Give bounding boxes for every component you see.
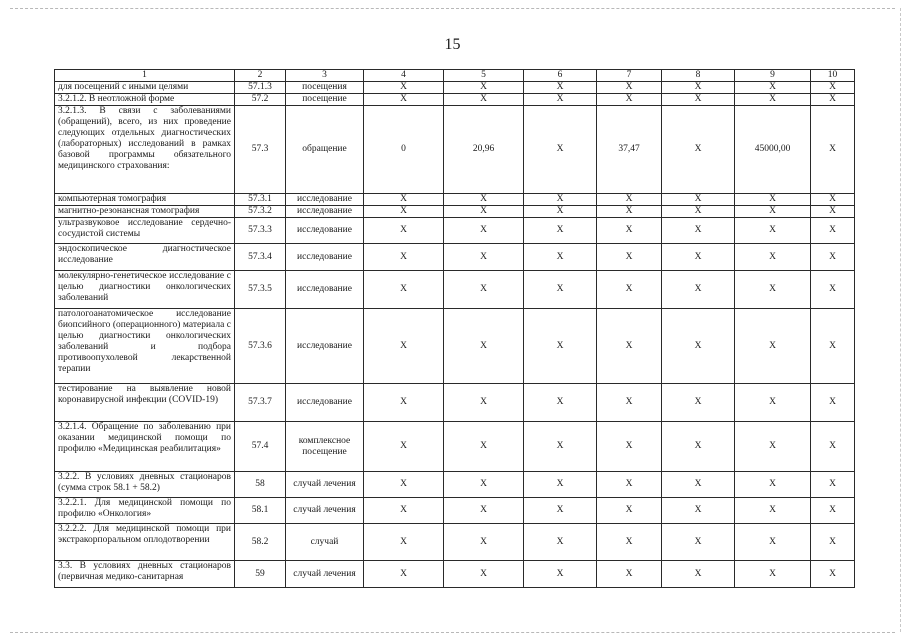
header-cell: 3 [286,70,364,82]
row-value: X [444,206,524,218]
row-value: X [735,498,811,524]
row-value: X [524,472,597,498]
row-value: X [444,472,524,498]
row-name: 3.2.1.3. В связи с заболеваниями (обращений), всего, из них проведение следующих отдельных диагностических (лабораторных) исследований в рамках базовой программы обязательного медицинского страхования: [55,106,235,194]
table-row [55,194,855,206]
table-row [55,524,855,561]
scan-top-edge [10,8,895,9]
row-name: 3.2.2.1. Для медицинской помощи по профилю «Онкология» [55,498,235,524]
row-value: X [811,422,855,472]
row-code: 57.3.7 [235,384,286,422]
row-unit: исследование [286,244,364,271]
row-value: X [364,94,444,106]
row-value: 20,96 [444,106,524,194]
row-value: X [597,194,662,206]
row-unit: случай лечения [286,561,364,588]
row-value: X [811,472,855,498]
row-value: X [444,244,524,271]
row-value: X [662,94,735,106]
scan-bottom-edge [10,632,895,633]
row-name: 3.2.2. В условиях дневных стационаров (сумма строк 58.1 + 58.2) [55,472,235,498]
row-code: 58 [235,472,286,498]
row-value: X [735,271,811,309]
row-value: X [524,218,597,244]
row-value: X [597,206,662,218]
row-value: X [597,271,662,309]
row-value: X [662,271,735,309]
table-row [55,309,855,384]
row-value: X [444,218,524,244]
page-number: 15 [444,36,461,53]
row-value: X [444,82,524,94]
table-row [55,384,855,422]
row-value: X [811,82,855,94]
row-value: X [444,524,524,561]
row-value: X [735,309,811,384]
row-value: X [444,309,524,384]
row-code: 57.2 [235,94,286,106]
row-value: X [364,206,444,218]
row-value: X [524,244,597,271]
header-cell: 1 [55,70,235,82]
row-value: X [524,271,597,309]
header-cell: 9 [735,70,811,82]
row-value: X [364,244,444,271]
table-row [55,498,855,524]
row-name: для посещений с иными целями [55,82,235,94]
row-value: X [364,271,444,309]
row-value: X [811,309,855,384]
row-value: X [811,218,855,244]
row-value: X [444,94,524,106]
row-code: 57.3.3 [235,218,286,244]
data-table [54,69,855,588]
row-value: X [735,422,811,472]
scan-right-edge [900,8,901,632]
row-value: X [524,498,597,524]
row-code: 57.3.1 [235,194,286,206]
row-value: X [811,384,855,422]
row-value: X [444,271,524,309]
row-value: X [735,472,811,498]
header-cell: 4 [364,70,444,82]
row-unit: посещения [286,82,364,94]
row-value: X [597,218,662,244]
row-value: X [811,206,855,218]
row-value: X [662,218,735,244]
row-unit: исследование [286,271,364,309]
row-value: X [364,82,444,94]
row-value: X [524,194,597,206]
row-unit: исследование [286,194,364,206]
row-value: X [662,82,735,94]
row-code: 57.3 [235,106,286,194]
row-value: X [735,218,811,244]
row-value: X [811,271,855,309]
row-value: X [662,422,735,472]
header-cell: 8 [662,70,735,82]
row-value: X [597,309,662,384]
row-value: X [524,106,597,194]
row-value: X [662,561,735,588]
header-cell: 5 [444,70,524,82]
row-code: 58.2 [235,524,286,561]
row-value: X [735,524,811,561]
row-value: X [735,206,811,218]
row-name: 3.2.1.4. Обращение по заболеванию при оказании медицинской помощи по профилю «Медицинская реабилитация» [55,422,235,472]
row-name: 3.2.2.2. Для медицинской помощи при экстракорпоральном оплодотворении [55,524,235,561]
row-value: 37,47 [597,106,662,194]
row-unit: исследование [286,206,364,218]
row-value: 0 [364,106,444,194]
row-name: 3.2.1.2. В неотложной форме [55,94,235,106]
row-name: магнитно-резонансная томография [55,206,235,218]
row-name: компьютерная томография [55,194,235,206]
row-value: X [364,384,444,422]
row-value: X [662,472,735,498]
header-cell: 7 [597,70,662,82]
row-unit: случай лечения [286,498,364,524]
row-value: X [597,384,662,422]
row-value: X [811,244,855,271]
row-value: X [735,244,811,271]
row-value: X [364,472,444,498]
table-row [55,206,855,218]
row-value: X [444,384,524,422]
row-value: X [735,194,811,206]
row-value: X [364,524,444,561]
row-value: X [364,218,444,244]
table-header-row [55,70,855,82]
table-row [55,218,855,244]
table-row [55,244,855,271]
row-value: X [444,194,524,206]
row-value: X [364,194,444,206]
row-unit: случай [286,524,364,561]
row-value: X [735,384,811,422]
row-name: молекулярно-генетическое исследование с целью диагностики онкологических заболеваний [55,271,235,309]
row-value: X [735,561,811,588]
table-row [55,422,855,472]
row-value: 45000,00 [735,106,811,194]
row-value: X [597,472,662,498]
row-unit: случай лечения [286,472,364,498]
table-row [55,94,855,106]
row-value: X [524,422,597,472]
row-unit: обращение [286,106,364,194]
row-value: X [444,561,524,588]
row-value: X [524,206,597,218]
row-value: X [811,498,855,524]
row-value: X [364,498,444,524]
row-value: X [597,561,662,588]
row-value: X [662,194,735,206]
row-unit: исследование [286,384,364,422]
row-value: X [364,422,444,472]
row-value: X [524,82,597,94]
row-value: X [735,94,811,106]
row-name: патологоанатомическое исследование биопсийного (операционного) материала с целью диагностики онкологических заболеваний и подбора противоопухолевой лекарственной терапии [55,309,235,384]
row-value: X [597,498,662,524]
row-value: X [597,422,662,472]
row-value: X [524,94,597,106]
row-unit: исследование [286,218,364,244]
table-row [55,271,855,309]
table-row [55,472,855,498]
row-name: 3.3. В условиях дневных стационаров (первичная медико-санитарная [55,561,235,588]
row-value: X [597,524,662,561]
header-cell: 2 [235,70,286,82]
row-unit: комплексное посещение [286,422,364,472]
row-code: 57.1.3 [235,82,286,94]
table-row [55,82,855,94]
row-value: X [662,309,735,384]
row-name: ультразвуковое исследование сердечно-сосудистой системы [55,218,235,244]
row-value: X [811,94,855,106]
row-code: 57.3.6 [235,309,286,384]
row-value: X [811,106,855,194]
row-value: X [524,561,597,588]
row-code: 59 [235,561,286,588]
row-value: X [364,309,444,384]
row-value: X [597,244,662,271]
row-value: X [662,206,735,218]
row-value: X [811,524,855,561]
row-value: X [597,82,662,94]
row-value: X [811,194,855,206]
row-value: X [662,384,735,422]
row-name: тестирование на выявление новой коронавирусной инфекции (COVID-19) [55,384,235,422]
row-code: 57.3.2 [235,206,286,218]
row-name: эндоскопическое диагностическое исследование [55,244,235,271]
row-code: 57.3.4 [235,244,286,271]
row-code: 58.1 [235,498,286,524]
row-unit: посещение [286,94,364,106]
row-value: X [662,524,735,561]
table-row [55,561,855,588]
header-cell: 10 [811,70,855,82]
row-code: 57.3.5 [235,271,286,309]
row-value: X [662,106,735,194]
row-unit: исследование [286,309,364,384]
header-cell: 6 [524,70,597,82]
row-value: X [524,524,597,561]
row-value: X [662,498,735,524]
row-value: X [811,561,855,588]
row-value: X [444,498,524,524]
row-value: X [597,94,662,106]
row-value: X [662,244,735,271]
row-value: X [735,82,811,94]
table-row [55,106,855,194]
row-value: X [444,422,524,472]
row-value: X [524,384,597,422]
row-code: 57.4 [235,422,286,472]
row-value: X [524,309,597,384]
row-value: X [364,561,444,588]
